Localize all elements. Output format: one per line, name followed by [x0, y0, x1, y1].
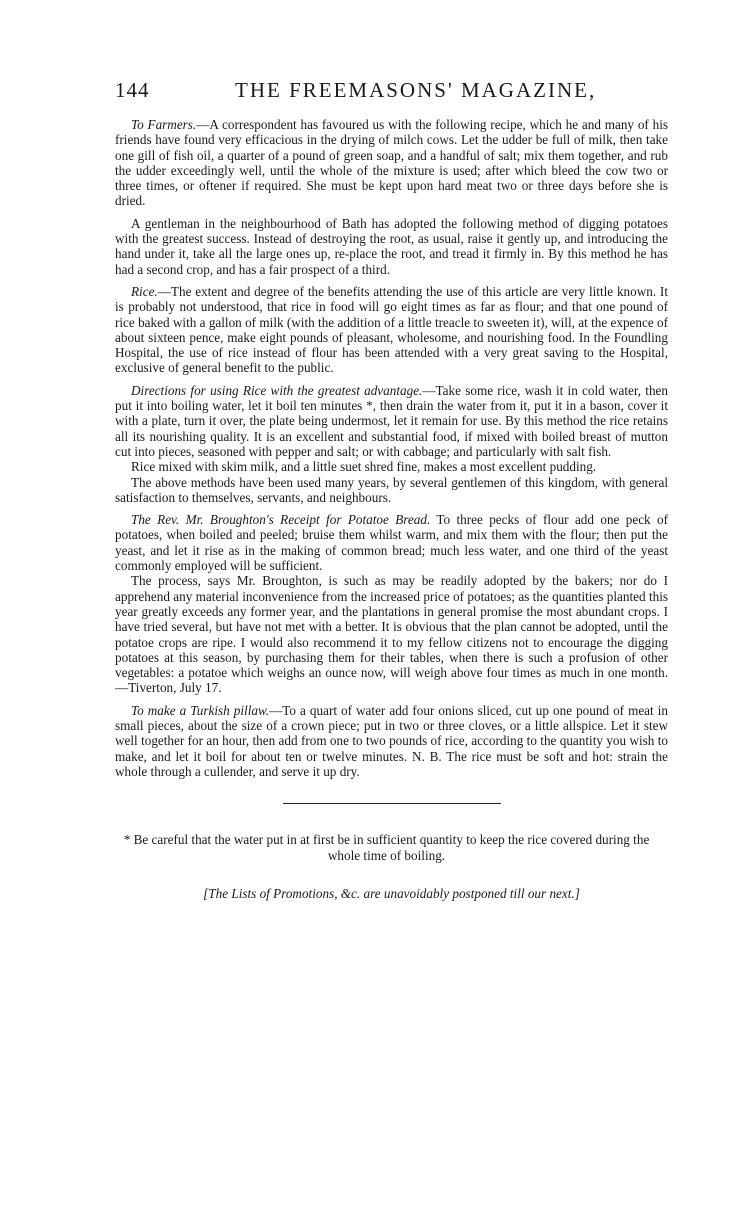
- paragraph: [115, 459, 668, 474]
- paragraph-text: —The extent and degree of the benefits attending the use of this article are very little known. It is probably not understood, that rice in food will go eight times as far as flour; and that one pound of rice baked with a gallon of milk (with the addition of a little treacle to sweeten it), will, at the expence of about sixteen pence, make eight pounds of pleasant, wholesome, and nourishing food. In the Foundling Hospital, the use of rice instead of flour has been attended with a very great saving to the Hospital, exclusive of general benefit to the public.: [115, 283, 668, 376]
- paragraph-lead: To make a Turkish pillaw.: [131, 702, 270, 718]
- paragraph-text: —To a quart of water add four onions sliced, cut up one pound of meat in small pieces, about the size of a crown piece; put in two or three cloves, or a little allspice. Let it stew well together for an hour, then add from one to two pounds of rice, according to the quantity you wish to make, and let it boil for about ten or twelve minutes. N. B. The rice must be soft and hot: strain the whole through a cullender, and serve it up dry.: [115, 702, 668, 779]
- paragraph-text: The process, says Mr. Broughton, is such as may be readily adopted by the bakers; nor do I apprehend any material inconvenience from the increased price of potatoes; as the quantities planted this year greatly exceeds any former year, and the plantations in general promise the most abundant crops. I have tried several, but have not met with a better. It is obvious that the plan cannot be adopted, until the potatoe crops are ripe. I would also recommend it to my fellow citizens not to encourage the digging potatoes at this season, by purchasing them for their tables, when there is such a profusion of other vegetables: a potatoe which weighs an ounce now, will weigh above four times as much in one month.—Tiverton, July 17.: [115, 573, 668, 696]
- paragraph-lead: Directions for using Rice with the greatest advantage.: [131, 382, 423, 398]
- section-divider: [283, 803, 501, 804]
- paragraph: [115, 117, 668, 209]
- paragraph-text: A gentleman in the neighbourhood of Bath has adopted the following method of digging potatoes with the greatest success. Instead of destroying the root, as usual, raise it gently up, and introducing the hand under it, take all the large ones up, re-place the root, and tread it firmly in. By this method he has had a second crop, and has a fair prospect of a third.: [115, 215, 668, 277]
- paragraph: [115, 475, 668, 506]
- paragraph-lead: The Rev. Mr. Broughton's Receipt for Potatoe Bread.: [131, 512, 431, 528]
- page-header: [115, 78, 668, 103]
- paragraph-text: To three pecks of flour add one peck of potatoes, when boiled and peeled; bruise them whilst warm, and mix them with the flour; then put the yeast, and let it rise as in the making of common bread; much less water, and one third of the yeast commonly employed will be sufficient.: [115, 512, 669, 574]
- article-body: [115, 117, 668, 779]
- paragraph-lead: Rice.: [131, 283, 158, 299]
- paragraph: [115, 573, 668, 695]
- running-title: THE FREEMASONS' MAGAZINE,: [235, 78, 597, 102]
- paragraph-text: The above methods have been used many years, by several gentlemen of this kingdom, with general satisfaction to themselves, servants, and neighbours.: [115, 474, 668, 505]
- paragraph: [115, 703, 668, 779]
- paragraph-text: —Take some rice, wash it in cold water, then put it into boiling water, let it boil ten minutes *, then drain the water from it, put it in a bason, cover it with a plate, turn it over, the plate being undermost, let it remain for use. By this method the rice retains all its nourishing quality. It is an excellent and substantial food, if mixed with boiled breast of mutton cut into pieces, seasoned with pepper and salt; or with cabbage; and particularly with salt fish.: [115, 382, 668, 459]
- paragraph-text: —A correspondent has favoured us with the following recipe, which he and many of his friends have found very efficacious in the drying of milch cows. Let the udder be full of milk, then take one gill of fish oil, a quarter of a pound of green soap, and a handful of salt; mix them together, and rub the udder exceedingly well, until the whole of the mixture is used; after which bleed the cow two or three times, or oftener if required. She must be kept upon hard meat two or three days before she is dried.: [115, 117, 668, 209]
- paragraph-text: Rice mixed with skim milk, and a little suet shred fine, makes a most excellent pudding.: [131, 459, 597, 475]
- paragraph: [115, 216, 668, 277]
- page-number: 144: [115, 78, 150, 102]
- paragraph: [115, 383, 668, 459]
- paragraph: [115, 512, 668, 573]
- footnote: * Be careful that the water put in at first be in sufficient quantity to keep the rice covered during the whole time of boiling.: [123, 832, 650, 864]
- paragraph: [115, 284, 668, 376]
- editorial-notice: [The Lists of Promotions, &c. are unavoidably postponed till our next.]: [203, 886, 580, 902]
- paragraph-lead: To Farmers.: [131, 117, 197, 132]
